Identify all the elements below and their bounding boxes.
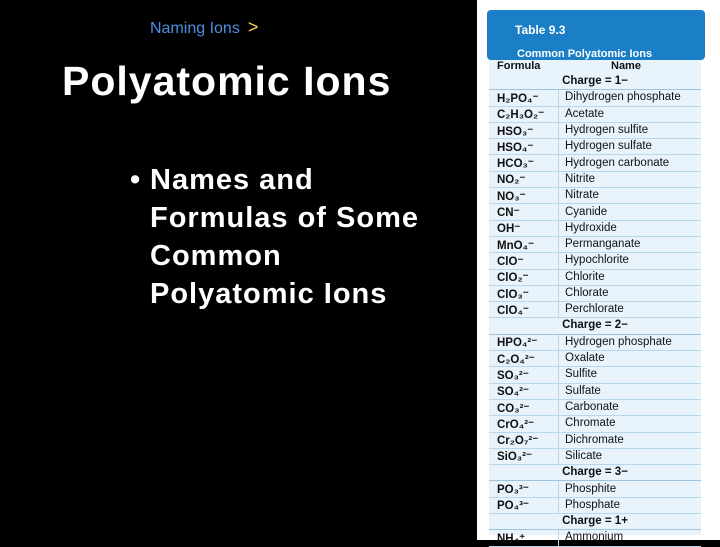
table-row [489, 155, 701, 171]
name-cell: Hydrogen carbonate [565, 156, 670, 169]
column-header-formula: Formula [497, 60, 541, 72]
table-row [489, 188, 701, 204]
table-row [489, 221, 701, 237]
table-row [489, 498, 701, 514]
column-header-name: Name [611, 60, 641, 72]
name-cell: Nitrite [565, 172, 596, 185]
table-row [489, 449, 701, 465]
formula-cell: CO₃²⁻ [489, 400, 559, 415]
breadcrumb [150, 17, 258, 38]
table-body [489, 60, 701, 545]
name-cell: Dichromate [565, 433, 624, 446]
name-cell: Phosphate [565, 498, 620, 511]
table-rows [489, 74, 701, 547]
name-cell: Hydrogen sulfite [565, 124, 649, 137]
name-cell: Phosphite [565, 482, 617, 495]
bullet-dot-icon: • [130, 164, 142, 196]
formula-cell: C₂O₄²⁻ [489, 351, 559, 366]
table-row [489, 139, 701, 155]
charge-group-header: Charge = 3− [489, 465, 701, 481]
breadcrumb-separator: > [247, 17, 259, 37]
name-cell: Ammonium [565, 531, 624, 544]
table-row [489, 384, 701, 400]
formula-cell: ClO₂⁻ [489, 270, 559, 285]
formula-cell: SO₄²⁻ [489, 384, 559, 399]
formula-cell: C₂H₃O₂⁻ [489, 107, 559, 122]
formula-cell: HSO₄⁻ [489, 139, 559, 154]
table-row [489, 335, 701, 351]
formula-cell: HPO₄²⁻ [489, 335, 559, 350]
name-cell: Nitrate [565, 189, 599, 202]
table-row [489, 253, 701, 269]
table-row [489, 400, 701, 416]
table-number: Table 9.3 [515, 23, 566, 37]
name-cell: Sulfite [565, 368, 597, 381]
table-row [489, 416, 701, 432]
table-row [489, 270, 701, 286]
name-cell: Sulfate [565, 384, 601, 397]
table-row [489, 107, 701, 123]
formula-cell: H₂PO₄⁻ [489, 90, 559, 105]
name-cell: Hydrogen sulfate [565, 140, 652, 153]
formula-cell: Cr₂O₇²⁻ [489, 433, 559, 448]
breadcrumb-section: Naming Ions [150, 20, 240, 37]
formula-cell: NH₄⁺ [489, 530, 559, 545]
name-cell: Cyanide [565, 205, 608, 218]
formula-cell: MnO₄⁻ [489, 237, 559, 252]
slide-title: Polyatomic Ions [62, 58, 392, 104]
name-cell: Acetate [565, 107, 604, 120]
table-row [489, 90, 701, 106]
table-row [489, 172, 701, 188]
name-cell: Silicate [565, 449, 603, 462]
name-cell: Chlorite [565, 270, 605, 283]
table-row [489, 367, 701, 383]
formula-cell: PO₄³⁻ [489, 498, 559, 513]
formula-cell: SO₃²⁻ [489, 367, 559, 382]
formula-cell: OH⁻ [489, 221, 559, 236]
table-row [489, 530, 701, 546]
table-row [489, 433, 701, 449]
name-cell: Chlorate [565, 287, 609, 299]
table-row [489, 302, 701, 318]
table-row [489, 351, 701, 367]
name-cell: Perchlorate [565, 303, 624, 316]
bullet-text: Names and Formulas of Some Common Polyatomic Ions [150, 164, 419, 310]
table-row [489, 204, 701, 220]
table-heading: Common Polyatomic Ions [517, 48, 653, 60]
formula-cell: NO₃⁻ [489, 188, 559, 203]
charge-group-header: Charge = 2− [489, 318, 701, 334]
formula-cell: CN⁻ [489, 204, 559, 219]
table-row [489, 481, 701, 497]
name-cell: Permanganate [565, 238, 641, 251]
formula-cell: NO₂⁻ [489, 172, 559, 187]
name-cell: Hydroxide [565, 221, 617, 234]
formula-cell: HCO₃⁻ [489, 155, 559, 170]
name-cell: Hydrogen phosphate [565, 335, 672, 348]
name-cell: Chromate [565, 417, 616, 430]
polyatomic-ions-table [477, 0, 720, 545]
name-cell: Dihydrogen phosphate [565, 91, 681, 104]
charge-group-header: Charge = 1+ [489, 514, 701, 530]
table-row [489, 123, 701, 139]
formula-cell: ClO₃⁻ [489, 286, 559, 301]
name-cell: Oxalate [565, 352, 605, 365]
bullet-item [130, 161, 450, 313]
charge-group-header: Charge = 1− [489, 74, 701, 90]
name-cell: Hypochlorite [565, 254, 629, 267]
table-banner [487, 10, 705, 60]
formula-cell: PO₃³⁻ [489, 481, 559, 496]
formula-cell: ClO₄⁻ [489, 302, 559, 317]
table-row [489, 286, 701, 302]
formula-cell: HSO₃⁻ [489, 123, 559, 138]
formula-cell: ClO⁻ [489, 253, 559, 268]
formula-cell: SiO₃²⁻ [489, 449, 559, 464]
name-cell: Carbonate [565, 401, 619, 414]
table-row [489, 237, 701, 253]
formula-cell: CrO₄²⁻ [489, 416, 559, 431]
